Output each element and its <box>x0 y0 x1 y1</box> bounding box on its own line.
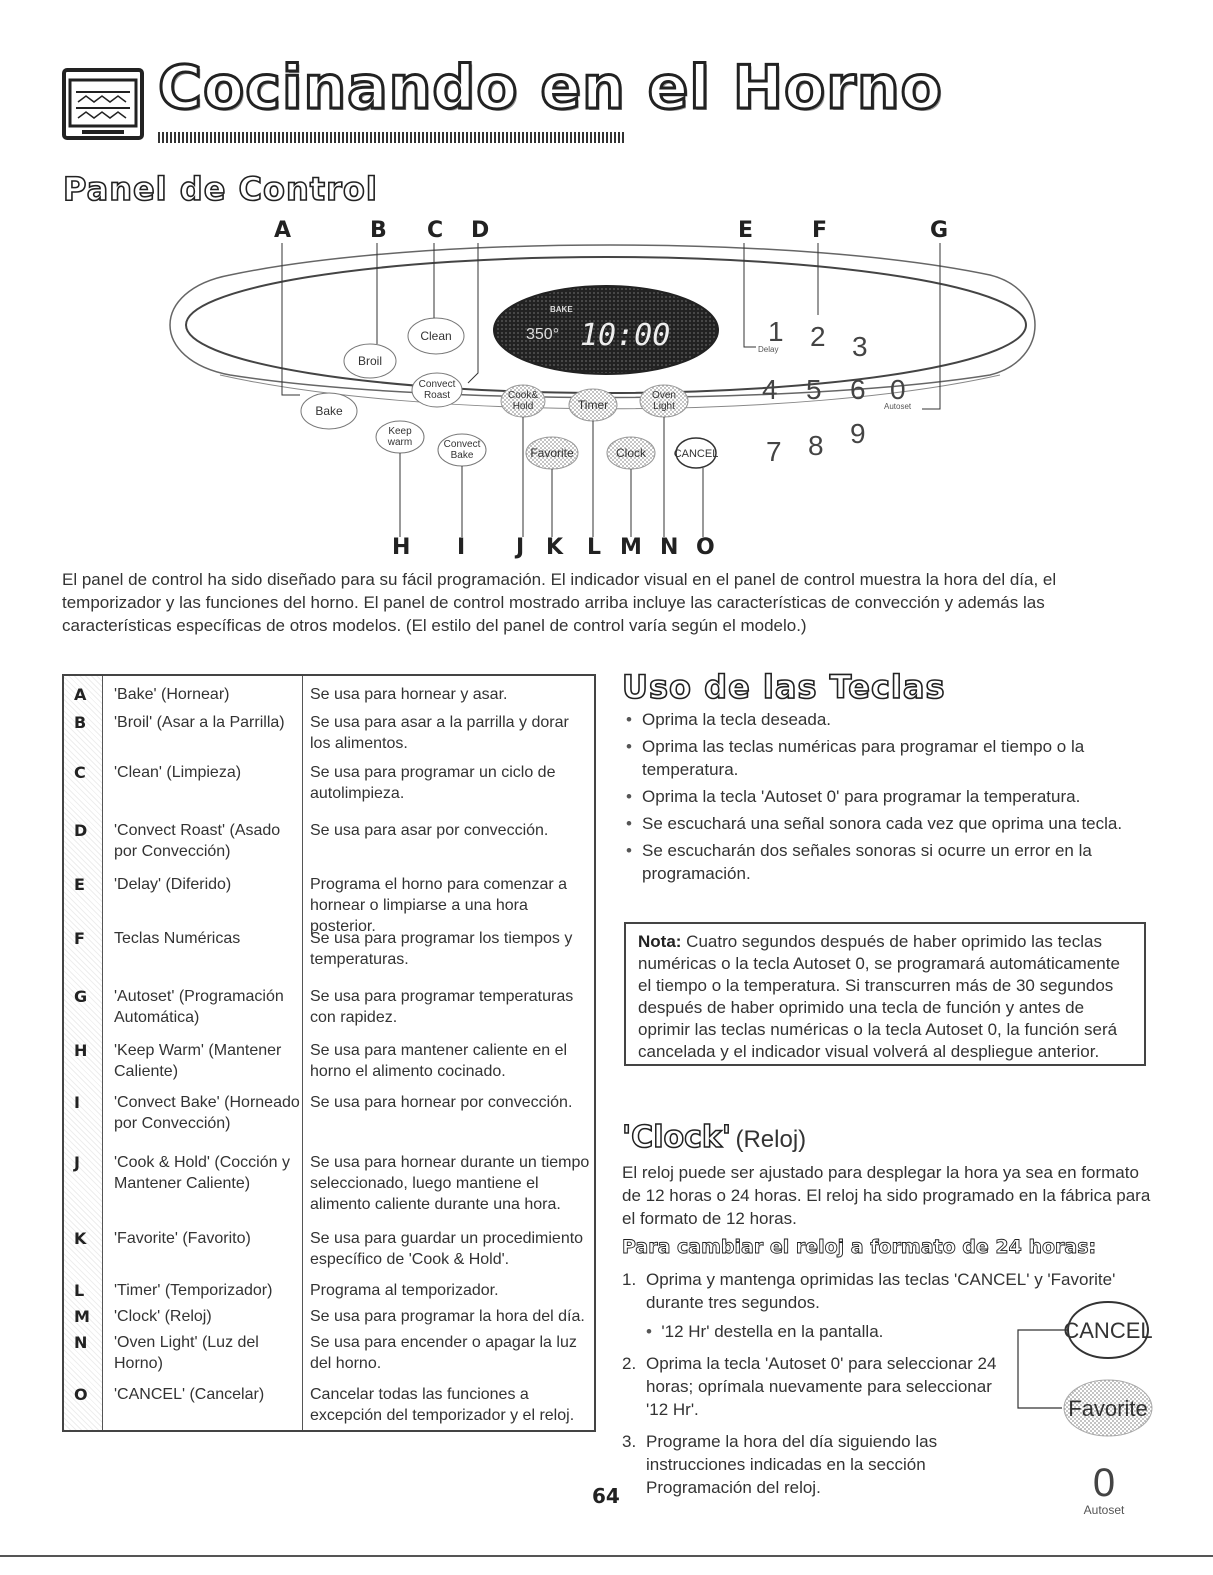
display-time: 10:00 <box>580 318 671 353</box>
delay-label: Delay <box>758 345 779 354</box>
digit-3[interactable]: 3 <box>852 331 868 362</box>
page-number: 64 <box>592 1484 620 1508</box>
clean-key-label: Clean <box>420 329 452 343</box>
label-a: A <box>274 218 292 243</box>
autoset-label: Autoset <box>884 402 912 411</box>
label-k: K <box>546 535 564 560</box>
label-i: I <box>457 535 466 560</box>
note-text: Cuatro segundos después de haber oprimido las teclas numéricas o la tecla Autoset 0, se programará automáticamente el tiempo o la temperatura. Si transcurren más de 30 segundos después de haber oprimido una tecla de función y antes de oprimir las teclas numéricas o la tecla Autoset 0, la función será cancelada y el indicador visual volverá al despliegue anterior. <box>638 932 1120 1061</box>
bottom-rule <box>0 1555 1213 1557</box>
convect-roast-key-label-1: Convect <box>418 379 456 390</box>
label-l: L <box>587 535 602 560</box>
digit-1[interactable]: 1 <box>768 316 784 347</box>
control-panel-diagram <box>0 215 1213 560</box>
fig-cancel-label: CANCEL <box>1063 1318 1153 1343</box>
clock-title-word: 'Clock' <box>622 1120 732 1155</box>
key-figure <box>1008 1300 1208 1530</box>
convect-roast-key-label-2: Roast <box>423 390 451 401</box>
label-b: B <box>370 218 387 243</box>
title-rule <box>158 132 624 143</box>
label-h: H <box>392 535 411 560</box>
clock-subheading: Para cambiar el reloj a formato de 24 horas: <box>622 1236 1097 1258</box>
section-title-uso: Uso de las Teclas <box>622 668 946 706</box>
cook-hold-key-label-1: Cook& <box>507 390 539 401</box>
feature-table: A 'Bake' (Hornear) Se usa para hornear y asar. B 'Broil' (Asar a la Parrilla) Se usa para asar a la parrilla y dorar los alimentos. C 'Clean' (Limpieza) Se usa para programar un ciclo de autolimpieza. D 'Convect Roast' (Asado por Convección) Se usa para asar por convección. E 'Delay' (Diferido) Programa el horno para comenzar a hornear o limpiarse a una hora posterior. F Teclas Numéricas Se usa para programar los tiempos y temperaturas. G 'Autoset' (Programación Automática) Se usa para programar temperaturas con rapidez. H 'Keep Warm' (Mantener Caliente) Se usa para mantener caliente en el horno el alimento cocinado. I 'Convect Bake' (Horneado por Convección) Se usa para hornear por convección. J 'Cook & Hold' (Cocción y Mantener Caliente) Se usa para hornear durante un tiempo seleccionado, luego mantiene el alimento caliente durante una hora. K 'Favorite' (Favorito) Se usa para guardar un procedimiento específico de 'Cook & Hold'. L 'Timer' (Temporizador) Programa al temporizador. M 'Clock' (Reloj) Se usa para programar la hora del día. N 'Oven Light' (Luz del Horno) Se usa para encender o apagar la luz del horno. O 'CANCEL' (Cancelar) Cancelar todas las funciones a excepción del temporizador y el reloj. <box>62 674 596 1432</box>
digit-8[interactable]: 8 <box>808 430 824 461</box>
section-title-clock <box>622 1120 806 1155</box>
section-title-panel: Panel de Control <box>63 170 378 208</box>
label-o: O <box>696 535 715 560</box>
step-3: 3. Programe la hora del día siguiendo las instrucciones indicadas en la sección Programación del reloj. <box>622 1432 938 1497</box>
favorite-key-label: Favorite <box>530 446 574 460</box>
list-item: • Se escucharán dos señales sonoras si ocurre un error en la programación. <box>622 839 1142 885</box>
oven-light-key-label-2: Light <box>653 401 675 412</box>
cook-hold-key-label-2: Hold <box>512 401 534 412</box>
label-e: E <box>738 218 754 243</box>
label-g: G <box>930 218 949 243</box>
list-item: • Se escuchará una señal sonora cada vez que oprima una tecla. <box>622 812 1142 835</box>
label-d: D <box>471 218 490 243</box>
display-temp: 350° <box>526 326 560 343</box>
column-divider <box>302 676 303 1430</box>
digit-0[interactable]: 0 <box>890 374 906 405</box>
step-2: 2. Oprima la tecla 'Autoset 0' para seleccionar 24 horas; oprímala nuevamente para seleccionar '12 Hr'. <box>622 1354 997 1419</box>
note-box <box>624 922 1146 1066</box>
clock-title-sub: (Reloj) <box>735 1126 807 1153</box>
fig-autoset-label: Autoset <box>1083 1503 1125 1517</box>
clock-key-label: Clock <box>615 446 647 460</box>
step-1-sub: • '12 Hr' destella en la pantalla. <box>646 1322 884 1341</box>
display-mode: BAKE <box>550 305 573 314</box>
step-1: 1. Oprima y mantenga oprimidas las teclas 'CANCEL' y 'Favorite' durante tres segundos. <box>622 1270 1116 1312</box>
digit-5[interactable]: 5 <box>806 374 822 405</box>
convect-bake-key-label-1: Convect <box>443 439 481 450</box>
oven-icon <box>62 68 144 140</box>
digit-9[interactable]: 9 <box>850 418 866 449</box>
digit-6[interactable]: 6 <box>850 374 866 405</box>
note-label: Nota: <box>638 932 682 951</box>
keep-warm-key-label-1: Keep <box>388 426 412 437</box>
page-title: Cocinando en el Horno <box>158 53 943 123</box>
label-c: C <box>427 218 444 243</box>
list-item: • Oprima la tecla deseada. <box>622 708 1142 731</box>
fig-favorite-label: Favorite <box>1068 1396 1148 1421</box>
digit-4[interactable]: 4 <box>762 374 778 405</box>
uso-list <box>622 708 1142 889</box>
convect-bake-key-label-2: Bake <box>450 450 474 461</box>
keep-warm-key-label-2: warm <box>387 437 413 448</box>
label-m: M <box>620 535 642 560</box>
cancel-key-label: CANCEL <box>673 448 719 460</box>
fig-zero-key: 0 <box>1092 1461 1116 1505</box>
label-f: F <box>812 218 828 243</box>
clock-paragraph: El reloj puede ser ajustado para desplegar la hora ya sea en formato de 12 horas o 24 horas. El reloj ha sido programado en la fábrica para el formato de 12 horas. <box>622 1163 1151 1228</box>
intro-paragraph: El panel de control ha sido diseñado para su fácil programación. El indicador visual en el panel de control muestra la hora del día, el temporizador y las funciones del horno. El panel de control mostrado arriba incluye las características de convección y además las características específicas de otros modelos. (El estilo del panel de control varía según el modelo.) <box>62 570 1057 635</box>
digit-7[interactable]: 7 <box>766 436 782 467</box>
digit-2[interactable]: 2 <box>810 321 826 352</box>
timer-key-label: Timer <box>577 398 609 412</box>
label-j: J <box>516 535 525 560</box>
list-item: • Oprima la tecla 'Autoset 0' para programar la temperatura. <box>622 785 1142 808</box>
bake-key-label: Bake <box>315 404 343 418</box>
label-n: N <box>660 535 679 560</box>
list-item: • Oprima las teclas numéricas para programar el tiempo o la temperatura. <box>622 735 1142 781</box>
broil-key-label: Broil <box>357 354 383 368</box>
oven-light-key-label-1: Oven <box>652 390 676 401</box>
